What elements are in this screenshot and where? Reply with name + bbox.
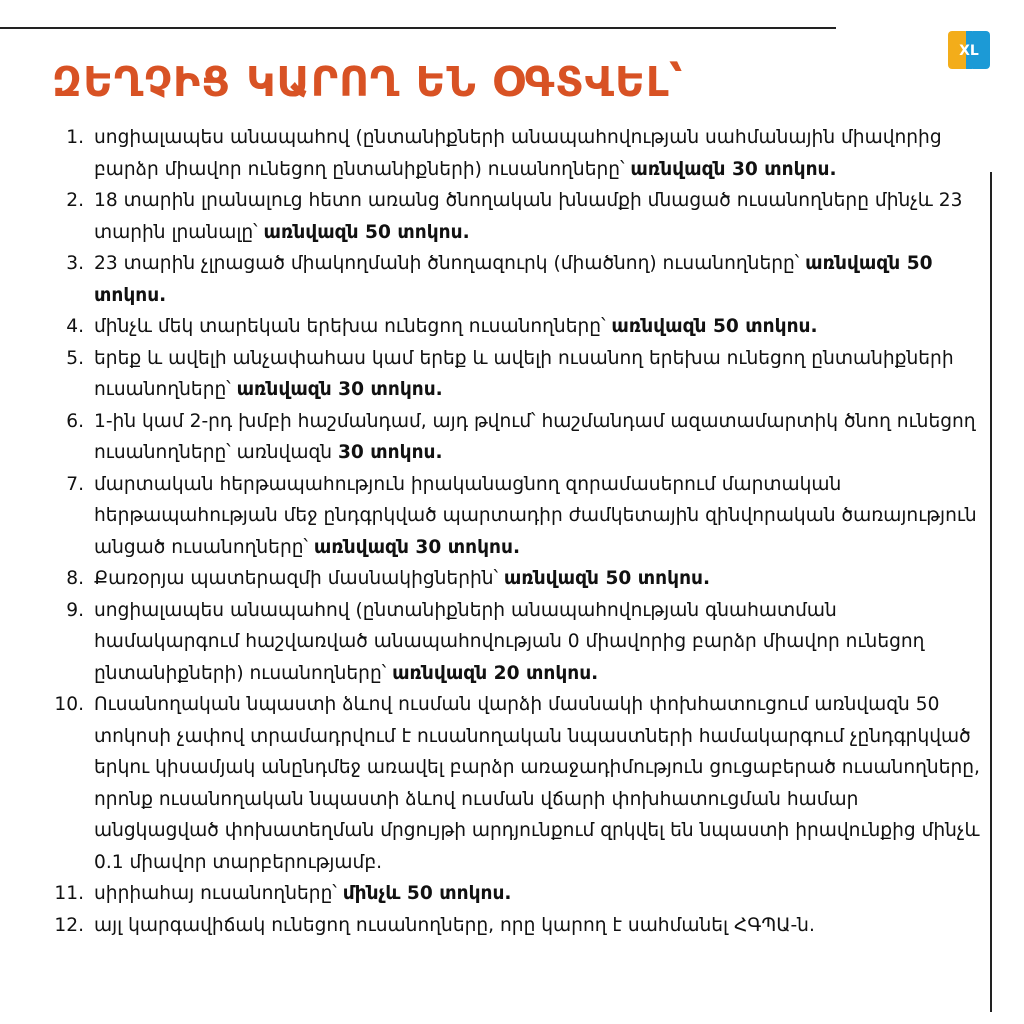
eligibility-list [36,122,980,941]
list-item [36,311,980,343]
item-number: 4. [66,316,84,337]
item-number: 2. [66,190,84,211]
item-emphasis: առնվազն 30 տոկոս. [313,536,521,558]
list-item [36,595,980,690]
item-emphasis: առնվազն 50 տոկոս. [611,316,818,337]
item-text: սոցիալապես անապահով (ընտանիքների անապահովության գնահատման համակարգում հաշվառված անապահովության 0 միավորից բարձր միավոր ունեցող ընտանիքների) ուսանողները՝ [94,599,925,684]
item-number: 10. [54,694,84,715]
page-title: ԶԵՂՉԻՑ ԿԱՐՈՂ ԵՆ ՕԳՏՎԵԼ՝ [52,58,684,106]
item-number: 9. [66,599,84,621]
top-divider [0,27,836,29]
item-emphasis: 30 տոկոս. [337,442,443,463]
item-number: 5. [66,347,84,369]
right-divider [990,172,992,1012]
list-item [36,122,980,185]
item-text: Քառօրյա պատերազմի մասնակիցներին՝ [94,568,504,589]
logo-icon [948,31,990,69]
item-emphasis: առնվազն 20 տոկոս. [392,662,599,684]
item-emphasis: առնվազն 50 տոկոս. [503,568,711,589]
item-text: այլ կարգավիճակ ունեցող ուսանողները, որը կարող է սահմանել ՀԳՊԱ-ն. [94,914,815,936]
item-emphasis: մինչև 50 տոկոս. [342,883,512,904]
item-number: 1. [66,127,84,148]
item-text: մարտական հերթապահություն իրականացնող զորամասերում մարտական հերթապահության մեջ ընդգրկված պարտադիր ժամկետային զինվորական ծառայություն անցած ուսանողները՝ [94,473,977,558]
item-number: 12. [54,914,84,936]
list-item [36,406,980,469]
item-emphasis: առնվազն 50 տոկոս. [94,253,933,306]
list-item [36,910,980,942]
item-text: երեք և ավելի անչափահաս կամ երեք և ավելի ուսանող երեխա ունեցող ընտանիքների ուսանողները՝ [94,347,954,400]
item-emphasis: առնվազն 30 տոկոս. [630,158,837,180]
item-emphasis: առնվազն 50 տոկոս. [263,221,470,243]
item-text: մինչև մեկ տարեկան երեխա ունեցող ուսանողները՝ [94,316,612,337]
list-item [36,248,980,311]
item-text: 18 տարին լրանալուց հետո առանց ծնողական խնամքի մնացած ուսանողները մինչև 23 տարին լրանալը՝ [94,190,963,243]
list-item [36,563,980,595]
item-number: 3. [66,253,84,274]
item-text: 1-ին կամ 2-րդ խմբի հաշմանդամ, այդ թվում՝ հաշմանդամ ազատամարտիկ ծնող ունեցող ուսանողները՝ առնվազն [94,410,976,463]
list-item [36,185,980,248]
svg-text:XL: XL [959,43,979,59]
item-number: 8. [66,568,84,589]
item-number: 6. [66,410,84,432]
item-text: Ուսանողական նպաստի ձևով ուսման վարձի մասնակի փոխհատուցում առնվազն 50 տոկոսի չափով տրամադրվում է ուսանողական նպաստների համակարգում չընդգրկված երկու կիսամյակ անընդմեջ առավել բարձր առաջադիմություն ցուցաբերած ուսանողները, որոնք ուսանողական նպաստի ձևով ուսման վճարի փոխհատուցման համար անցկացված փոխատեղման մրցույթի արդյունքում զրկվել են նպաստի իրավունքից մինչև 0.1 միավոր տարբերությամբ. [94,694,980,873]
item-text: սիրիահայ ուսանողները՝ [94,883,343,904]
list-item [36,343,980,406]
item-number: 7. [66,473,84,495]
item-emphasis: առնվազն 30 տոկոս. [236,379,443,400]
item-text: 23 տարին չլրացած միակողմանի ծնողազուրկ (միածնող) ուսանողները՝ [94,253,806,274]
list-item [36,689,980,878]
item-text: սոցիալապես անապահով (ընտանիքների անապահովության սահմանային միավորից բարձր միավոր ունեցող ընտանիքների) ուսանողները՝ [94,127,942,180]
item-number: 11. [54,883,84,904]
list-item [36,469,980,564]
list-item [36,878,980,910]
